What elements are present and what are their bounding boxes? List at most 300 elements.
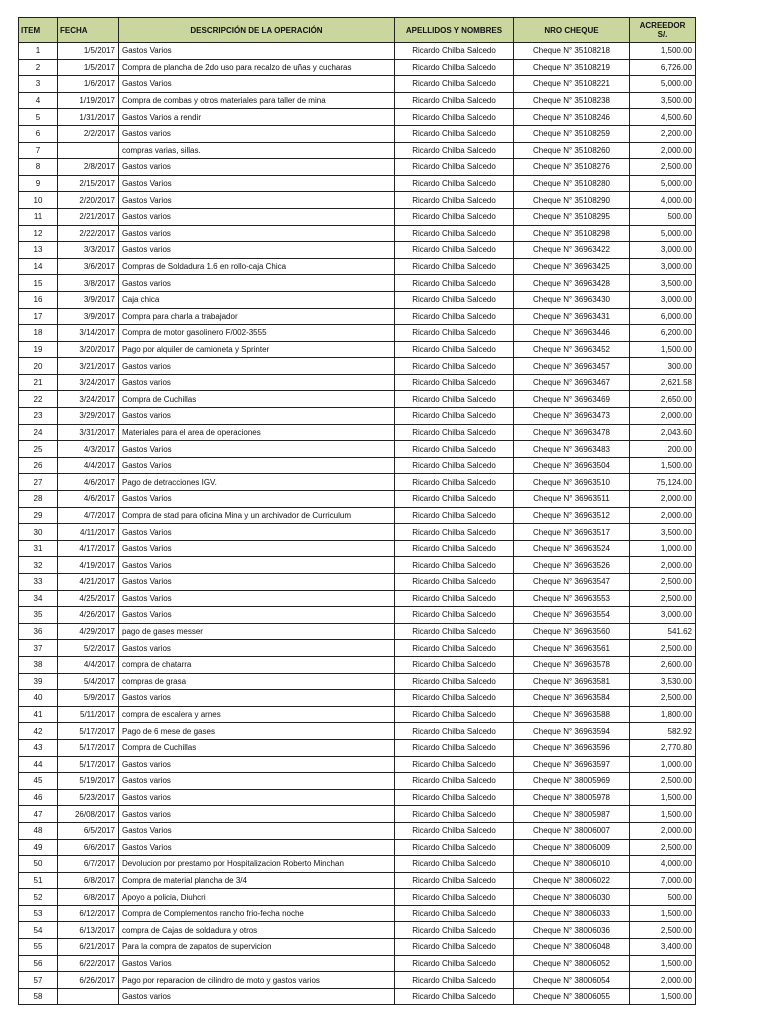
cell-fecha: 4/29/2017 xyxy=(58,623,119,640)
cell-cheque: Cheque N° 36963547 xyxy=(514,574,630,591)
cell-item: 29 xyxy=(19,507,58,524)
cell-cheque: Cheque N° 36963553 xyxy=(514,590,630,607)
table-row xyxy=(19,225,696,242)
cell-item: 22 xyxy=(19,391,58,408)
cell-item: 42 xyxy=(19,723,58,740)
cell-item: 1 xyxy=(19,43,58,60)
cell-cheque: Cheque N° 36963467 xyxy=(514,374,630,391)
cell-monto: 7,000.00 xyxy=(630,872,696,889)
cell-nombre: Ricardo Chilba Salcedo xyxy=(395,806,514,823)
cell-descripcion: compras de grasa xyxy=(119,673,395,690)
cell-fecha: 5/17/2017 xyxy=(58,723,119,740)
cell-monto: 2,500.00 xyxy=(630,839,696,856)
cell-fecha: 4/26/2017 xyxy=(58,607,119,624)
table-row xyxy=(19,92,696,109)
cell-cheque: Cheque N° 35108218 xyxy=(514,43,630,60)
cell-item: 25 xyxy=(19,441,58,458)
cell-descripcion: Compra para charla a trabajador xyxy=(119,308,395,325)
cell-item: 7 xyxy=(19,142,58,159)
table-row xyxy=(19,374,696,391)
cell-monto: 4,000.00 xyxy=(630,856,696,873)
cell-monto: 1,500.00 xyxy=(630,905,696,922)
cell-descripcion: Gastos Varios xyxy=(119,839,395,856)
cell-monto: 2,500.00 xyxy=(630,574,696,591)
cell-descripcion: Gastos varios xyxy=(119,358,395,375)
cell-cheque: Cheque N° 35108295 xyxy=(514,208,630,225)
cell-cheque: Cheque N° 36963512 xyxy=(514,507,630,524)
cell-nombre: Ricardo Chilba Salcedo xyxy=(395,374,514,391)
cell-fecha: 3/9/2017 xyxy=(58,308,119,325)
cell-cheque: Cheque N° 38005969 xyxy=(514,773,630,790)
cell-cheque: Cheque N° 38006048 xyxy=(514,939,630,956)
table-row xyxy=(19,972,696,989)
cell-nombre: Ricardo Chilba Salcedo xyxy=(395,773,514,790)
cell-monto: 2,621.58 xyxy=(630,374,696,391)
cell-fecha: 6/21/2017 xyxy=(58,939,119,956)
cell-descripcion: pago de gases messer xyxy=(119,623,395,640)
cell-fecha: 4/4/2017 xyxy=(58,656,119,673)
table-row xyxy=(19,308,696,325)
cell-fecha: 6/5/2017 xyxy=(58,822,119,839)
cell-fecha: 26/08/2017 xyxy=(58,806,119,823)
cell-item: 20 xyxy=(19,358,58,375)
cell-cheque: Cheque N° 36963524 xyxy=(514,540,630,557)
cell-nombre: Ricardo Chilba Salcedo xyxy=(395,988,514,1005)
cell-item: 15 xyxy=(19,275,58,292)
cell-item: 31 xyxy=(19,540,58,557)
table-row xyxy=(19,623,696,640)
cell-monto: 1,000.00 xyxy=(630,756,696,773)
cell-nombre: Ricardo Chilba Salcedo xyxy=(395,972,514,989)
cell-cheque: Cheque N° 35108290 xyxy=(514,192,630,209)
cell-descripcion: Gastos Varios a rendir xyxy=(119,109,395,126)
cell-monto: 2,600.00 xyxy=(630,656,696,673)
table-row xyxy=(19,408,696,425)
table-row xyxy=(19,939,696,956)
cell-descripcion: Gastos varios xyxy=(119,125,395,142)
cell-nombre: Ricardo Chilba Salcedo xyxy=(395,673,514,690)
cell-fecha: 6/22/2017 xyxy=(58,955,119,972)
cell-nombre: Ricardo Chilba Salcedo xyxy=(395,839,514,856)
cell-item: 34 xyxy=(19,590,58,607)
cell-nombre: Ricardo Chilba Salcedo xyxy=(395,424,514,441)
cell-descripcion: Gastos Varios xyxy=(119,76,395,93)
cell-descripcion: Gastos Varios xyxy=(119,955,395,972)
cell-item: 38 xyxy=(19,656,58,673)
table-row xyxy=(19,507,696,524)
cell-nombre: Ricardo Chilba Salcedo xyxy=(395,358,514,375)
table-row xyxy=(19,175,696,192)
cell-cheque: Cheque N° 36963581 xyxy=(514,673,630,690)
cell-descripcion: compra de escalera y arnes xyxy=(119,706,395,723)
cell-item: 51 xyxy=(19,872,58,889)
cell-monto: 2,500.00 xyxy=(630,690,696,707)
cell-monto: 6,200.00 xyxy=(630,325,696,342)
cell-monto: 2,000.00 xyxy=(630,142,696,159)
cell-descripcion: Para la compra de zapatos de supervicion xyxy=(119,939,395,956)
cell-descripcion: compras varias, sillas. xyxy=(119,142,395,159)
cell-monto: 2,000.00 xyxy=(630,507,696,524)
cell-fecha: 1/5/2017 xyxy=(58,59,119,76)
cell-descripcion: Materiales para el area de operaciones xyxy=(119,424,395,441)
table-row xyxy=(19,358,696,375)
cell-monto: 2,500.00 xyxy=(630,590,696,607)
cell-item: 56 xyxy=(19,955,58,972)
cell-fecha: 5/11/2017 xyxy=(58,706,119,723)
cell-item: 37 xyxy=(19,640,58,657)
cell-fecha: 2/20/2017 xyxy=(58,192,119,209)
cell-descripcion: Gastos varios xyxy=(119,225,395,242)
cell-item: 44 xyxy=(19,756,58,773)
cell-nombre: Ricardo Chilba Salcedo xyxy=(395,258,514,275)
cell-item: 41 xyxy=(19,706,58,723)
cell-monto: 4,500.60 xyxy=(630,109,696,126)
cell-cheque: Cheque N° 36963588 xyxy=(514,706,630,723)
table-row xyxy=(19,872,696,889)
cell-descripcion: Compra de Complementos rancho frio-fecha noche xyxy=(119,905,395,922)
cell-cheque: Cheque N° 36963422 xyxy=(514,242,630,259)
cell-nombre: Ricardo Chilba Salcedo xyxy=(395,441,514,458)
cell-fecha: 4/11/2017 xyxy=(58,524,119,541)
cell-fecha: 6/8/2017 xyxy=(58,872,119,889)
cell-item: 13 xyxy=(19,242,58,259)
cell-cheque: Cheque N° 38006022 xyxy=(514,872,630,889)
cell-descripcion: Compra de Cuchillas xyxy=(119,391,395,408)
cell-monto: 3,000.00 xyxy=(630,607,696,624)
cell-descripcion: Gastos varios xyxy=(119,275,395,292)
cell-fecha: 2/22/2017 xyxy=(58,225,119,242)
cell-item: 12 xyxy=(19,225,58,242)
cell-nombre: Ricardo Chilba Salcedo xyxy=(395,723,514,740)
cell-item: 10 xyxy=(19,192,58,209)
table-row xyxy=(19,607,696,624)
cell-item: 39 xyxy=(19,673,58,690)
table-row xyxy=(19,159,696,176)
cell-nombre: Ricardo Chilba Salcedo xyxy=(395,391,514,408)
cell-fecha: 6/8/2017 xyxy=(58,889,119,906)
cell-fecha: 1/31/2017 xyxy=(58,109,119,126)
cell-nombre: Ricardo Chilba Salcedo xyxy=(395,623,514,640)
cell-monto: 2,500.00 xyxy=(630,159,696,176)
table-row xyxy=(19,905,696,922)
cell-item: 6 xyxy=(19,125,58,142)
cell-cheque: Cheque N° 35108280 xyxy=(514,175,630,192)
cell-nombre: Ricardo Chilba Salcedo xyxy=(395,474,514,491)
cell-fecha: 4/6/2017 xyxy=(58,474,119,491)
cell-cheque: Cheque N° 35108219 xyxy=(514,59,630,76)
table-row xyxy=(19,773,696,790)
cell-nombre: Ricardo Chilba Salcedo xyxy=(395,889,514,906)
cell-nombre: Ricardo Chilba Salcedo xyxy=(395,341,514,358)
cell-descripcion: Compras de Soldadura 1.6 en rollo-caja Chica xyxy=(119,258,395,275)
cell-nombre: Ricardo Chilba Salcedo xyxy=(395,225,514,242)
cell-fecha: 1/5/2017 xyxy=(58,43,119,60)
cell-monto: 3,500.00 xyxy=(630,524,696,541)
cell-monto: 1,800.00 xyxy=(630,706,696,723)
cell-descripcion: Compra de motor gasolinero F/002-3555 xyxy=(119,325,395,342)
table-row xyxy=(19,822,696,839)
cell-monto: 2,043.60 xyxy=(630,424,696,441)
cell-nombre: Ricardo Chilba Salcedo xyxy=(395,76,514,93)
cell-item: 17 xyxy=(19,308,58,325)
cell-descripcion: Gastos varios xyxy=(119,690,395,707)
cell-monto: 2,650.00 xyxy=(630,391,696,408)
cell-monto: 3,500.00 xyxy=(630,275,696,292)
table-body xyxy=(19,43,696,1005)
cell-item: 36 xyxy=(19,623,58,640)
cell-nombre: Ricardo Chilba Salcedo xyxy=(395,159,514,176)
cell-item: 16 xyxy=(19,291,58,308)
table-row xyxy=(19,540,696,557)
cell-fecha xyxy=(58,142,119,159)
cell-item: 46 xyxy=(19,789,58,806)
cell-monto: 300.00 xyxy=(630,358,696,375)
cell-nombre: Ricardo Chilba Salcedo xyxy=(395,955,514,972)
cell-nombre: Ricardo Chilba Salcedo xyxy=(395,507,514,524)
cell-item: 27 xyxy=(19,474,58,491)
cell-item: 45 xyxy=(19,773,58,790)
table-row xyxy=(19,325,696,342)
cell-cheque: Cheque N° 36963526 xyxy=(514,557,630,574)
cell-cheque: Cheque N° 36963561 xyxy=(514,640,630,657)
cell-item: 21 xyxy=(19,374,58,391)
cell-item: 26 xyxy=(19,457,58,474)
table-row xyxy=(19,474,696,491)
cell-nombre: Ricardo Chilba Salcedo xyxy=(395,574,514,591)
table-row xyxy=(19,690,696,707)
cell-nombre: Ricardo Chilba Salcedo xyxy=(395,308,514,325)
table-row xyxy=(19,640,696,657)
cell-descripcion: compra de Cajas de soldadura y otros xyxy=(119,922,395,939)
cell-item: 2 xyxy=(19,59,58,76)
cell-fecha: 3/24/2017 xyxy=(58,374,119,391)
cell-item: 35 xyxy=(19,607,58,624)
cell-descripcion: Apoyo a policia, Diuhcri xyxy=(119,889,395,906)
cell-descripcion: Pago de 6 mese de gases xyxy=(119,723,395,740)
table-row xyxy=(19,673,696,690)
table-row xyxy=(19,723,696,740)
cell-monto: 1,500.00 xyxy=(630,457,696,474)
cell-monto: 582.92 xyxy=(630,723,696,740)
table-row xyxy=(19,391,696,408)
cell-item: 28 xyxy=(19,491,58,508)
cell-descripcion: Gastos varios xyxy=(119,242,395,259)
cell-monto: 3,500.00 xyxy=(630,92,696,109)
cell-descripcion: Gastos varios xyxy=(119,756,395,773)
cell-nombre: Ricardo Chilba Salcedo xyxy=(395,491,514,508)
table-row xyxy=(19,192,696,209)
cell-fecha: 6/26/2017 xyxy=(58,972,119,989)
cell-item: 8 xyxy=(19,159,58,176)
cell-descripcion: Compra de stad para oficina Mina y un archivador de Curriculum xyxy=(119,507,395,524)
cell-item: 40 xyxy=(19,690,58,707)
cell-item: 57 xyxy=(19,972,58,989)
cell-cheque: Cheque N° 36963425 xyxy=(514,258,630,275)
cell-cheque: Cheque N° 36963517 xyxy=(514,524,630,541)
cell-cheque: Cheque N° 36963473 xyxy=(514,408,630,425)
cell-cheque: Cheque N° 36963597 xyxy=(514,756,630,773)
cell-nombre: Ricardo Chilba Salcedo xyxy=(395,922,514,939)
cell-monto: 2,000.00 xyxy=(630,972,696,989)
table-row xyxy=(19,988,696,1005)
cell-descripcion: Gastos Varios xyxy=(119,43,395,60)
cell-fecha: 3/9/2017 xyxy=(58,291,119,308)
cell-nombre: Ricardo Chilba Salcedo xyxy=(395,872,514,889)
cell-item: 3 xyxy=(19,76,58,93)
table-row xyxy=(19,922,696,939)
cell-item: 47 xyxy=(19,806,58,823)
cell-fecha: 6/6/2017 xyxy=(58,839,119,856)
table-row xyxy=(19,258,696,275)
table-row xyxy=(19,43,696,60)
cell-nombre: Ricardo Chilba Salcedo xyxy=(395,457,514,474)
table-row xyxy=(19,291,696,308)
cell-nombre: Ricardo Chilba Salcedo xyxy=(395,125,514,142)
cell-item: 32 xyxy=(19,557,58,574)
cell-cheque: Cheque N° 36963457 xyxy=(514,358,630,375)
cell-fecha: 1/19/2017 xyxy=(58,92,119,109)
cell-monto: 3,530.00 xyxy=(630,673,696,690)
cell-item: 55 xyxy=(19,939,58,956)
table-row xyxy=(19,208,696,225)
cell-item: 43 xyxy=(19,739,58,756)
cell-cheque: Cheque N° 36963560 xyxy=(514,623,630,640)
cell-descripcion: Gastos Varios xyxy=(119,175,395,192)
cell-fecha: 3/8/2017 xyxy=(58,275,119,292)
cell-descripcion: Pago por alquiler de camioneta y Sprinter xyxy=(119,341,395,358)
cell-monto: 2,770.80 xyxy=(630,739,696,756)
header-row xyxy=(19,18,696,43)
cell-fecha: 4/3/2017 xyxy=(58,441,119,458)
cell-cheque: Cheque N° 38006010 xyxy=(514,856,630,873)
cell-fecha: 2/8/2017 xyxy=(58,159,119,176)
cell-nombre: Ricardo Chilba Salcedo xyxy=(395,175,514,192)
cell-cheque: Cheque N° 38006009 xyxy=(514,839,630,856)
cell-fecha: 2/15/2017 xyxy=(58,175,119,192)
cell-cheque: Cheque N° 36963554 xyxy=(514,607,630,624)
cell-fecha: 5/4/2017 xyxy=(58,673,119,690)
cell-descripcion: Gastos Varios xyxy=(119,491,395,508)
cell-descripcion: Gastos varios xyxy=(119,374,395,391)
cell-descripcion: compra de chatarra xyxy=(119,656,395,673)
cell-nombre: Ricardo Chilba Salcedo xyxy=(395,939,514,956)
cell-monto: 1,500.00 xyxy=(630,955,696,972)
cell-fecha: 4/21/2017 xyxy=(58,574,119,591)
cell-monto: 5,000.00 xyxy=(630,76,696,93)
cell-cheque: Cheque N° 36963511 xyxy=(514,491,630,508)
cell-monto: 200.00 xyxy=(630,441,696,458)
cell-fecha: 2/21/2017 xyxy=(58,208,119,225)
cell-nombre: Ricardo Chilba Salcedo xyxy=(395,192,514,209)
table-row xyxy=(19,706,696,723)
cell-item: 30 xyxy=(19,524,58,541)
cell-fecha: 5/19/2017 xyxy=(58,773,119,790)
cell-descripcion: Gastos varios xyxy=(119,408,395,425)
cell-nombre: Ricardo Chilba Salcedo xyxy=(395,524,514,541)
table-row xyxy=(19,590,696,607)
table-row xyxy=(19,806,696,823)
header-acreedor xyxy=(630,18,696,43)
cell-descripcion: Gastos varios xyxy=(119,773,395,790)
cell-item: 48 xyxy=(19,822,58,839)
cell-monto: 1,500.00 xyxy=(630,789,696,806)
cell-fecha: 5/23/2017 xyxy=(58,789,119,806)
cell-nombre: Ricardo Chilba Salcedo xyxy=(395,275,514,292)
cell-cheque: Cheque N° 36963596 xyxy=(514,739,630,756)
cell-fecha: 5/2/2017 xyxy=(58,640,119,657)
cell-monto: 6,000.00 xyxy=(630,308,696,325)
cell-descripcion: Gastos Varios xyxy=(119,557,395,574)
cell-nombre: Ricardo Chilba Salcedo xyxy=(395,822,514,839)
cell-item: 5 xyxy=(19,109,58,126)
cell-nombre: Ricardo Chilba Salcedo xyxy=(395,607,514,624)
cell-cheque: Cheque N° 36963504 xyxy=(514,457,630,474)
cell-nombre: Ricardo Chilba Salcedo xyxy=(395,92,514,109)
header-acreedor-line1: ACREEDOR xyxy=(639,21,686,30)
cell-descripcion: Gastos Varios xyxy=(119,822,395,839)
cell-fecha: 5/17/2017 xyxy=(58,756,119,773)
cell-item: 50 xyxy=(19,856,58,873)
cell-fecha: 4/25/2017 xyxy=(58,590,119,607)
cell-fecha: 4/17/2017 xyxy=(58,540,119,557)
cell-cheque: Cheque N° 35108246 xyxy=(514,109,630,126)
cell-nombre: Ricardo Chilba Salcedo xyxy=(395,59,514,76)
cell-cheque: Cheque N° 35108259 xyxy=(514,125,630,142)
cell-item: 4 xyxy=(19,92,58,109)
cell-item: 49 xyxy=(19,839,58,856)
table-row xyxy=(19,109,696,126)
header-descripcion: DESCRIPCIÓN DE LA OPERACIÓN xyxy=(119,18,395,43)
cell-monto: 3,000.00 xyxy=(630,258,696,275)
cell-cheque: Cheque N° 36963510 xyxy=(514,474,630,491)
table-row xyxy=(19,491,696,508)
cell-cheque: Cheque N° 36963594 xyxy=(514,723,630,740)
table-row xyxy=(19,889,696,906)
table-row xyxy=(19,739,696,756)
cell-monto: 1,000.00 xyxy=(630,540,696,557)
cell-cheque: Cheque N° 36963478 xyxy=(514,424,630,441)
cell-nombre: Ricardo Chilba Salcedo xyxy=(395,856,514,873)
table-row xyxy=(19,955,696,972)
cell-cheque: Cheque N° 36963430 xyxy=(514,291,630,308)
cell-fecha: 3/21/2017 xyxy=(58,358,119,375)
cell-nombre: Ricardo Chilba Salcedo xyxy=(395,690,514,707)
cell-item: 9 xyxy=(19,175,58,192)
cell-monto: 500.00 xyxy=(630,208,696,225)
cell-item: 18 xyxy=(19,325,58,342)
cell-descripcion: Gastos Varios xyxy=(119,590,395,607)
cell-monto: 3,000.00 xyxy=(630,291,696,308)
cell-monto: 3,400.00 xyxy=(630,939,696,956)
cell-nombre: Ricardo Chilba Salcedo xyxy=(395,789,514,806)
table-row xyxy=(19,557,696,574)
header-item: ITEM xyxy=(19,18,58,43)
cell-monto: 541.62 xyxy=(630,623,696,640)
cell-descripcion: Compra de combas y otros materiales para taller de mina xyxy=(119,92,395,109)
cell-monto: 1,500.00 xyxy=(630,341,696,358)
cell-cheque: Cheque N° 36963431 xyxy=(514,308,630,325)
cell-fecha: 5/9/2017 xyxy=(58,690,119,707)
table-row xyxy=(19,275,696,292)
header-acreedor-line2: S/. xyxy=(657,30,668,39)
cell-monto: 3,000.00 xyxy=(630,242,696,259)
cell-nombre: Ricardo Chilba Salcedo xyxy=(395,739,514,756)
cell-monto: 500.00 xyxy=(630,889,696,906)
table-row xyxy=(19,424,696,441)
cell-nombre: Ricardo Chilba Salcedo xyxy=(395,905,514,922)
header-nombres: APELLIDOS Y NOMBRES xyxy=(395,18,514,43)
cell-fecha: 3/24/2017 xyxy=(58,391,119,408)
